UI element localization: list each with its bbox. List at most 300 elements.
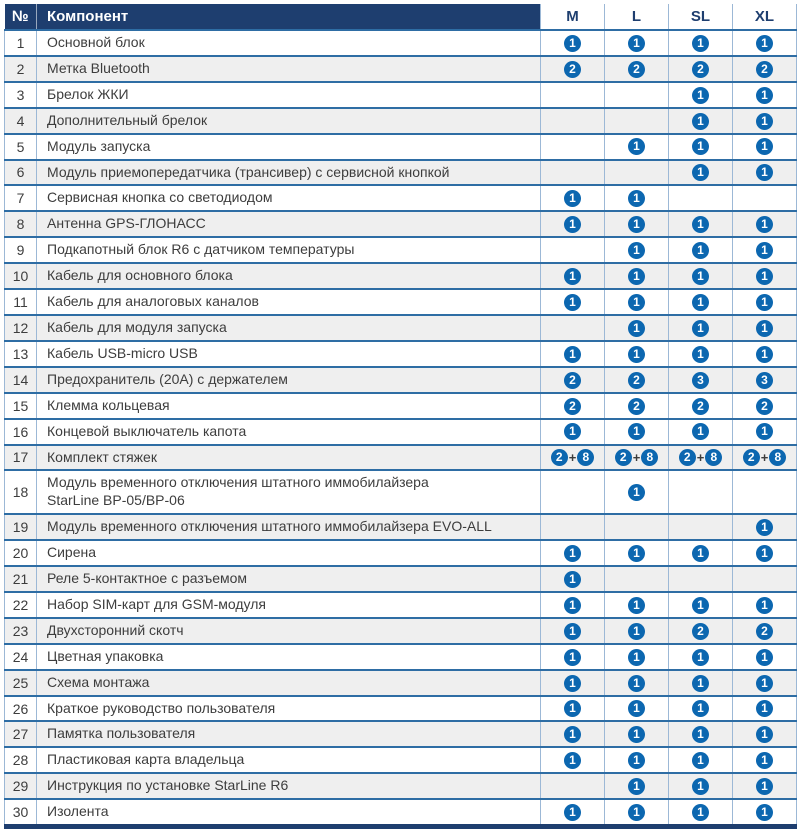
qty-badge: 1	[692, 138, 709, 155]
qty-cell-m	[541, 263, 605, 289]
qty-badge: 1	[692, 700, 709, 717]
qty-cell-m	[541, 30, 605, 56]
row-number-cell: 9	[5, 237, 37, 263]
qty-badge: 2	[679, 449, 696, 466]
qty-badge: 1	[628, 268, 645, 285]
table-row	[5, 393, 797, 419]
component-name-cell: Основной блок	[37, 30, 541, 56]
col-header-size-m: M	[541, 4, 605, 30]
component-name-cell: Дополнительный брелок	[37, 108, 541, 134]
qty-badge: 1	[628, 649, 645, 666]
table-row	[5, 341, 797, 367]
qty-cell-xl	[733, 747, 797, 773]
qty-cell-l	[605, 540, 669, 566]
row-number-cell: 29	[5, 773, 37, 799]
qty-cell-sl	[669, 566, 733, 592]
qty-cell-xl	[733, 134, 797, 160]
qty-badge: 1	[628, 726, 645, 743]
qty-badge: 2	[692, 398, 709, 415]
qty-cell-l	[605, 470, 669, 514]
qty-badge: 1	[692, 242, 709, 259]
qty-badge: 1	[564, 700, 581, 717]
qty-badge: 2	[743, 449, 760, 466]
qty-cell-xl	[733, 445, 797, 471]
row-number-cell: 27	[5, 721, 37, 747]
qty-badge: 8	[705, 449, 722, 466]
table-row	[5, 540, 797, 566]
table-header-row	[5, 4, 797, 30]
qty-badge: 2	[628, 398, 645, 415]
qty-cell-l	[605, 696, 669, 722]
qty-cell-m	[541, 82, 605, 108]
qty-cell-sl	[669, 367, 733, 393]
qty-badge: 1	[756, 216, 773, 233]
row-number-cell: 2	[5, 56, 37, 82]
qty-cell-l	[605, 56, 669, 82]
col-header-component: Компонент	[37, 4, 541, 30]
row-number-cell: 28	[5, 747, 37, 773]
row-number-cell: 3	[5, 82, 37, 108]
qty-badge: 1	[692, 346, 709, 363]
qty-badge: 1	[564, 294, 581, 311]
qty-badge: 1	[692, 216, 709, 233]
qty-cell-m	[541, 696, 605, 722]
qty-badge: 1	[564, 35, 581, 52]
qty-cell-xl	[733, 644, 797, 670]
qty-cell-sl	[669, 30, 733, 56]
table-row	[5, 56, 797, 82]
qty-badge: 1	[564, 752, 581, 769]
qty-cell-m	[541, 618, 605, 644]
qty-cell-xl	[733, 211, 797, 237]
qty-cell-m	[541, 747, 605, 773]
qty-cell-m	[541, 289, 605, 315]
qty-badge: 2	[628, 61, 645, 78]
table-row	[5, 108, 797, 134]
qty-badge: 1	[692, 778, 709, 795]
qty-cell-xl	[733, 618, 797, 644]
qty-cell-sl	[669, 108, 733, 134]
qty-badge: 1	[756, 242, 773, 259]
component-name-cell: Цветная упаковка	[37, 644, 541, 670]
qty-badge: 1	[756, 597, 773, 614]
qty-badge: 2	[564, 398, 581, 415]
qty-badge: 1	[756, 113, 773, 130]
table-row	[5, 566, 797, 592]
qty-cell-sl	[669, 263, 733, 289]
component-name-cell: Памятка пользователя	[37, 721, 541, 747]
qty-badge: 1	[756, 320, 773, 337]
qty-cell-sl	[669, 747, 733, 773]
qty-cell-m	[541, 367, 605, 393]
qty-badge: 1	[564, 623, 581, 640]
qty-cell-l	[605, 445, 669, 471]
qty-badge: 1	[692, 35, 709, 52]
qty-cell-l	[605, 670, 669, 696]
component-name-cell: Пластиковая карта владельца	[37, 747, 541, 773]
table-row	[5, 237, 797, 263]
qty-cell-sl	[669, 592, 733, 618]
qty-badge: 1	[564, 726, 581, 743]
table-row	[5, 514, 797, 540]
qty-cell-l	[605, 618, 669, 644]
table-row	[5, 367, 797, 393]
qty-badge: 1	[692, 726, 709, 743]
table-row	[5, 773, 797, 799]
qty-badge: 1	[628, 346, 645, 363]
qty-cell-l	[605, 341, 669, 367]
qty-cell-xl	[733, 237, 797, 263]
qty-badge: 1	[564, 423, 581, 440]
qty-cell-l	[605, 315, 669, 341]
qty-badge: 2	[628, 372, 645, 389]
qty-badge: 2	[692, 623, 709, 640]
qty-cell-l	[605, 566, 669, 592]
qty-cell-m	[541, 566, 605, 592]
qty-cell-sl	[669, 618, 733, 644]
qty-badge: 2	[756, 61, 773, 78]
qty-cell-l	[605, 263, 669, 289]
component-name-cell: Концевой выключатель капота	[37, 419, 541, 445]
qty-badge: 1	[756, 164, 773, 181]
col-header-size-l: L	[605, 4, 669, 30]
qty-cell-xl	[733, 721, 797, 747]
qty-badge: 1	[692, 320, 709, 337]
component-name-cell: Краткое руководство пользователя	[37, 696, 541, 722]
row-number-cell: 23	[5, 618, 37, 644]
qty-badge: 1	[692, 294, 709, 311]
qty-cell-l	[605, 799, 669, 826]
qty-badge: 3	[692, 372, 709, 389]
component-name-cell: Подкапотный блок R6 с датчиком температуры	[37, 237, 541, 263]
components-table	[4, 4, 797, 829]
qty-badge: 1	[628, 778, 645, 795]
qty-cell-sl	[669, 315, 733, 341]
qty-cell-sl	[669, 540, 733, 566]
qty-badge: 1	[564, 597, 581, 614]
qty-badge: 2	[692, 61, 709, 78]
qty-badge: 1	[756, 35, 773, 52]
qty-badge: 2	[564, 372, 581, 389]
component-name-cell: Кабель для основного блока	[37, 263, 541, 289]
table-row	[5, 644, 797, 670]
qty-cell-l	[605, 82, 669, 108]
qty-badge: 1	[692, 804, 709, 821]
qty-cell-sl	[669, 445, 733, 471]
qty-badge: 1	[756, 804, 773, 821]
qty-cell-sl	[669, 341, 733, 367]
qty-cell-l	[605, 211, 669, 237]
qty-badge: 1	[692, 164, 709, 181]
qty-badge: 1	[564, 268, 581, 285]
qty-badge: 1	[756, 649, 773, 666]
row-number-cell: 26	[5, 696, 37, 722]
qty-cell-sl	[669, 670, 733, 696]
qty-badge: 1	[564, 675, 581, 692]
qty-cell-l	[605, 592, 669, 618]
row-number-cell: 6	[5, 160, 37, 186]
col-header-size-xl: XL	[733, 4, 797, 30]
qty-badge: 2	[756, 398, 773, 415]
table-row	[5, 799, 797, 826]
qty-badge: 1	[756, 346, 773, 363]
qty-badge: 1	[628, 242, 645, 259]
component-name-cell: Модуль запуска	[37, 134, 541, 160]
qty-cell-l	[605, 289, 669, 315]
col-header-size-sl: SL	[669, 4, 733, 30]
component-name-cell: Модуль временного отключения штатного иммобилайзера StarLine BP-05/BP-06	[37, 470, 541, 514]
qty-cell-m	[541, 644, 605, 670]
qty-cell-m	[541, 393, 605, 419]
qty-cell-xl	[733, 289, 797, 315]
table-row	[5, 185, 797, 211]
table-row	[5, 696, 797, 722]
component-name-cell: Сирена	[37, 540, 541, 566]
qty-cell-sl	[669, 134, 733, 160]
qty-cell-l	[605, 393, 669, 419]
component-name-cell: Брелок ЖКИ	[37, 82, 541, 108]
qty-badge: 1	[692, 545, 709, 562]
qty-badge: 1	[692, 649, 709, 666]
qty-cell-m	[541, 419, 605, 445]
qty-cell-sl	[669, 211, 733, 237]
qty-badge: 1	[756, 294, 773, 311]
qty-cell-m	[541, 341, 605, 367]
qty-cell-m	[541, 211, 605, 237]
plus-separator: +	[760, 450, 769, 466]
row-number-cell: 16	[5, 419, 37, 445]
qty-cell-m	[541, 445, 605, 471]
qty-cell-xl	[733, 566, 797, 592]
qty-cell-xl	[733, 367, 797, 393]
table-row	[5, 470, 797, 514]
qty-cell-sl	[669, 82, 733, 108]
qty-badge: 1	[628, 484, 645, 501]
qty-cell-l	[605, 134, 669, 160]
table-row	[5, 263, 797, 289]
qty-badge: 1	[564, 190, 581, 207]
row-number-cell: 1	[5, 30, 37, 56]
qty-badge: 1	[628, 752, 645, 769]
qty-cell-xl	[733, 160, 797, 186]
qty-cell-m	[541, 56, 605, 82]
qty-cell-sl	[669, 773, 733, 799]
qty-cell-sl	[669, 56, 733, 82]
qty-cell-xl	[733, 393, 797, 419]
qty-badge: 1	[628, 294, 645, 311]
qty-badge: 1	[564, 571, 581, 588]
qty-badge: 1	[628, 700, 645, 717]
qty-cell-l	[605, 160, 669, 186]
qty-cell-sl	[669, 289, 733, 315]
qty-cell-l	[605, 367, 669, 393]
qty-badge: 2	[551, 449, 568, 466]
qty-cell-m	[541, 592, 605, 618]
row-number-cell: 30	[5, 799, 37, 826]
qty-cell-m	[541, 185, 605, 211]
qty-badge: 1	[564, 649, 581, 666]
qty-badge: 1	[756, 87, 773, 104]
table-row	[5, 134, 797, 160]
qty-cell-xl	[733, 592, 797, 618]
qty-badge: 1	[692, 752, 709, 769]
row-number-cell: 14	[5, 367, 37, 393]
qty-cell-xl	[733, 185, 797, 211]
component-name-cell: Кабель для аналоговых каналов	[37, 289, 541, 315]
table-row	[5, 445, 797, 471]
row-number-cell: 20	[5, 540, 37, 566]
qty-cell-m	[541, 514, 605, 540]
row-number-cell: 25	[5, 670, 37, 696]
table-row	[5, 160, 797, 186]
qty-badge: 1	[628, 804, 645, 821]
row-number-cell: 17	[5, 445, 37, 471]
row-number-cell: 5	[5, 134, 37, 160]
row-number-cell: 11	[5, 289, 37, 315]
qty-cell-l	[605, 185, 669, 211]
table-row	[5, 592, 797, 618]
qty-cell-l	[605, 514, 669, 540]
component-name-cell: Метка Bluetooth	[37, 56, 541, 82]
qty-cell-m	[541, 108, 605, 134]
component-name-cell: Схема монтажа	[37, 670, 541, 696]
qty-badge: 1	[564, 216, 581, 233]
qty-badge: 3	[756, 372, 773, 389]
row-number-cell: 15	[5, 393, 37, 419]
qty-badge: 1	[628, 190, 645, 207]
component-name-cell: Сервисная кнопка со светодиодом	[37, 185, 541, 211]
qty-cell-l	[605, 773, 669, 799]
qty-cell-l	[605, 30, 669, 56]
table-row	[5, 618, 797, 644]
qty-badge: 1	[756, 423, 773, 440]
qty-badge: 1	[628, 138, 645, 155]
row-number-cell: 21	[5, 566, 37, 592]
qty-badge: 1	[628, 623, 645, 640]
table-row	[5, 670, 797, 696]
component-name-cell: Комплект стяжек	[37, 445, 541, 471]
row-number-cell: 24	[5, 644, 37, 670]
qty-cell-xl	[733, 419, 797, 445]
qty-cell-sl	[669, 696, 733, 722]
row-number-cell: 13	[5, 341, 37, 367]
row-number-cell: 12	[5, 315, 37, 341]
qty-badge: 1	[628, 35, 645, 52]
qty-badge: 1	[756, 675, 773, 692]
row-number-cell: 8	[5, 211, 37, 237]
qty-cell-sl	[669, 185, 733, 211]
qty-badge: 1	[692, 423, 709, 440]
qty-cell-sl	[669, 721, 733, 747]
qty-badge: 1	[628, 545, 645, 562]
table-row	[5, 82, 797, 108]
qty-cell-m	[541, 540, 605, 566]
table-row	[5, 747, 797, 773]
table-row	[5, 30, 797, 56]
qty-badge: 1	[628, 320, 645, 337]
qty-badge: 1	[756, 778, 773, 795]
component-name-cell: Изолента	[37, 799, 541, 826]
qty-badge: 1	[628, 597, 645, 614]
row-number-cell: 10	[5, 263, 37, 289]
qty-cell-m	[541, 237, 605, 263]
component-name-cell: Реле 5-контактное с разъемом	[37, 566, 541, 592]
qty-cell-m	[541, 470, 605, 514]
qty-badge: 1	[564, 346, 581, 363]
qty-cell-sl	[669, 419, 733, 445]
qty-badge: 1	[692, 268, 709, 285]
qty-cell-xl	[733, 56, 797, 82]
qty-badge: 2	[615, 449, 632, 466]
qty-cell-xl	[733, 514, 797, 540]
qty-badge: 1	[756, 138, 773, 155]
component-name-cell: Антенна GPS-ГЛОНАСС	[37, 211, 541, 237]
qty-cell-m	[541, 134, 605, 160]
component-name-cell: Кабель USB-micro USB	[37, 341, 541, 367]
qty-badge: 1	[564, 804, 581, 821]
qty-cell-l	[605, 747, 669, 773]
component-name-cell: Инструкция по установке StarLine R6	[37, 773, 541, 799]
qty-cell-sl	[669, 393, 733, 419]
qty-cell-xl	[733, 30, 797, 56]
qty-badge: 2	[756, 623, 773, 640]
qty-cell-xl	[733, 696, 797, 722]
plus-separator: +	[696, 450, 705, 466]
qty-cell-m	[541, 799, 605, 826]
qty-cell-xl	[733, 470, 797, 514]
qty-badge: 1	[756, 519, 773, 536]
qty-cell-xl	[733, 315, 797, 341]
qty-cell-sl	[669, 160, 733, 186]
component-name-cell: Набор SIM-карт для GSM-модуля	[37, 592, 541, 618]
qty-badge: 1	[756, 700, 773, 717]
qty-badge: 1	[628, 423, 645, 440]
qty-cell-m	[541, 773, 605, 799]
component-name-cell: Предохранитель (20А) с держателем	[37, 367, 541, 393]
qty-cell-m	[541, 721, 605, 747]
plus-separator: +	[568, 450, 577, 466]
qty-badge: 1	[692, 675, 709, 692]
qty-cell-l	[605, 237, 669, 263]
col-header-number: №	[5, 4, 37, 30]
qty-cell-xl	[733, 82, 797, 108]
qty-badge: 1	[756, 752, 773, 769]
qty-cell-sl	[669, 514, 733, 540]
qty-cell-sl	[669, 237, 733, 263]
row-number-cell: 7	[5, 185, 37, 211]
qty-cell-xl	[733, 341, 797, 367]
row-number-cell: 4	[5, 108, 37, 134]
qty-badge: 1	[564, 545, 581, 562]
qty-cell-m	[541, 160, 605, 186]
qty-cell-sl	[669, 799, 733, 826]
qty-cell-xl	[733, 670, 797, 696]
qty-badge: 8	[769, 449, 786, 466]
table-row	[5, 289, 797, 315]
qty-cell-xl	[733, 108, 797, 134]
table-row	[5, 721, 797, 747]
component-name-cell: Клемма кольцевая	[37, 393, 541, 419]
qty-badge: 1	[628, 675, 645, 692]
qty-cell-xl	[733, 773, 797, 799]
qty-cell-m	[541, 315, 605, 341]
qty-badge: 8	[577, 449, 594, 466]
qty-badge: 1	[692, 113, 709, 130]
qty-cell-l	[605, 108, 669, 134]
qty-cell-sl	[669, 470, 733, 514]
qty-badge: 1	[692, 597, 709, 614]
table-row	[5, 419, 797, 445]
